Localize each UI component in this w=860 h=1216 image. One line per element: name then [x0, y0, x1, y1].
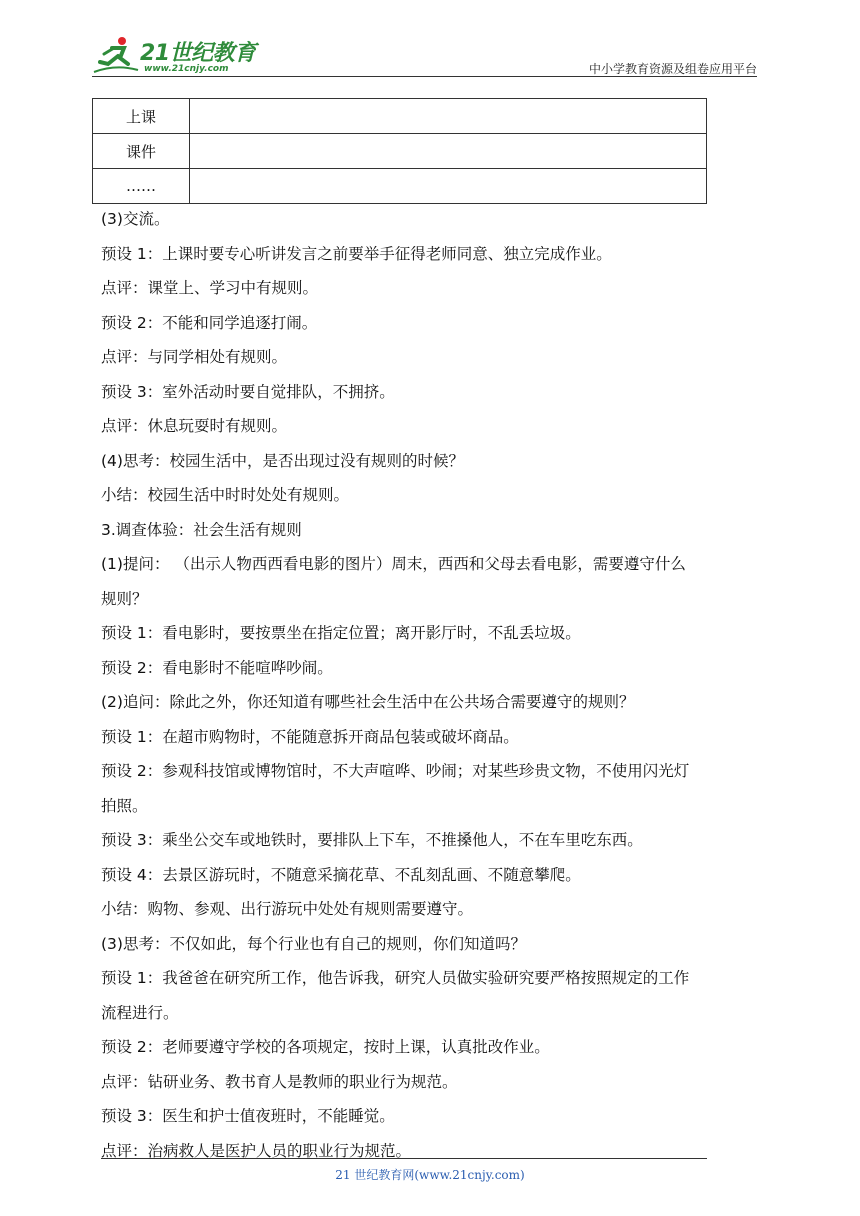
header-divider [92, 76, 757, 77]
runner-logo-icon [92, 34, 140, 78]
paragraph-line: 预设 1：上课时要专心听讲发言之前要举手征得老师同意、独立完成作业。 [101, 244, 612, 263]
header-tagline: 中小学教育资源及组卷应用平台 [588, 62, 757, 76]
paragraph-line: 小结：购物、参观、出行游玩中处处有规则需要遵守。 [101, 900, 474, 918]
paragraph-line: (4)思考：校园生活中，是否出现过没有规则的时候？ [101, 451, 464, 470]
paragraph-line: (1)提问： （出示人物西西看电影的图片）周末，西西和父母去看电影，需要遵守什么 [101, 555, 686, 573]
paragraph-line: 点评：与同学相处有规则。 [101, 348, 288, 366]
paragraph-line: 预设 1：我爸爸在研究所工作，他告诉我，研究人员做实验研究要严格按照规定的工作 [101, 969, 690, 987]
table-cell-label: 上课 [93, 99, 190, 134]
paragraph-line: 点评：课堂上、学习中有规则。 [101, 279, 319, 297]
paragraph-line: 预设 2：参观科技馆或博物馆时，不大声喧哗、吵闹；对某些珍贵文物，不使用闪光灯 [101, 762, 690, 780]
paragraph-line: 小结：校园生活中时时处处有规则。 [101, 486, 350, 504]
paragraph-line: 预设 3：室外活动时要自觉排队，不拥挤。 [101, 382, 395, 401]
paragraph-line: (3)交流。 [101, 210, 170, 228]
footer-divider [101, 1158, 707, 1159]
paragraph-line: 预设 1：在超市购物时，不能随意拆开商品包装或破坏商品。 [101, 727, 519, 746]
table-row [93, 99, 707, 134]
paragraph-line: 点评：治病救人是医护人员的职业行为规范。 [101, 1141, 412, 1160]
table-row [93, 134, 707, 169]
table-row [93, 169, 707, 204]
page-footer: 21 世纪教育网(www.21cnjy.com) [335, 1168, 525, 1182]
table-cell-value [190, 134, 707, 169]
logo [92, 34, 262, 78]
paragraph-line: (2)追问：除此之外，你还知道有哪些社会生活中在公共场合需要遵守的规则？ [101, 693, 635, 711]
plan-table [92, 98, 707, 204]
paragraph-line: 预设 3：乘坐公交车或地铁时，要排队上下车，不推搡他人，不在车里吃东西。 [101, 831, 643, 849]
paragraph-line: 预设 1：看电影时，要按票坐在指定位置；离开影厅时，不乱丢垃圾。 [101, 624, 581, 642]
paragraph-line: 预设 3：医生和护士值夜班时，不能睡觉。 [101, 1107, 395, 1125]
table-cell-value [190, 169, 707, 204]
paragraph-line: 规则？ [101, 589, 148, 608]
document-body [101, 202, 766, 1168]
paragraph-line: 预设 4：去景区游玩时，不随意采摘花草、不乱刻乱画、不随意攀爬。 [101, 865, 581, 884]
table-cell-label: 课件 [93, 134, 190, 169]
paragraph-line: 点评：钻研业务、教书育人是教师的职业行为规范。 [101, 1072, 458, 1091]
paragraph-line: 预设 2：老师要遵守学校的各项规定，按时上课，认真批改作业。 [101, 1038, 550, 1056]
logo-text: 21世纪教育 [140, 41, 256, 66]
paragraph-line: (3)思考：不仅如此，每个行业也有自己的规则，你们知道吗？ [101, 934, 526, 953]
paragraph-line: 预设 2：看电影时不能喧哗吵闹。 [101, 658, 333, 677]
page-header [92, 30, 757, 80]
paragraph-line: 流程进行。 [101, 1003, 179, 1022]
table-cell-label: …… [93, 169, 190, 204]
logo-url: www.21cnjy.com [144, 64, 229, 74]
section-heading: 3.调查体验：社会生活有规则 [101, 520, 302, 539]
paragraph-line: 拍照。 [101, 796, 148, 815]
paragraph-line: 预设 2：不能和同学追逐打闹。 [101, 313, 318, 332]
table-cell-value [190, 99, 707, 134]
paragraph-line: 点评：休息玩耍时有规则。 [101, 417, 288, 435]
